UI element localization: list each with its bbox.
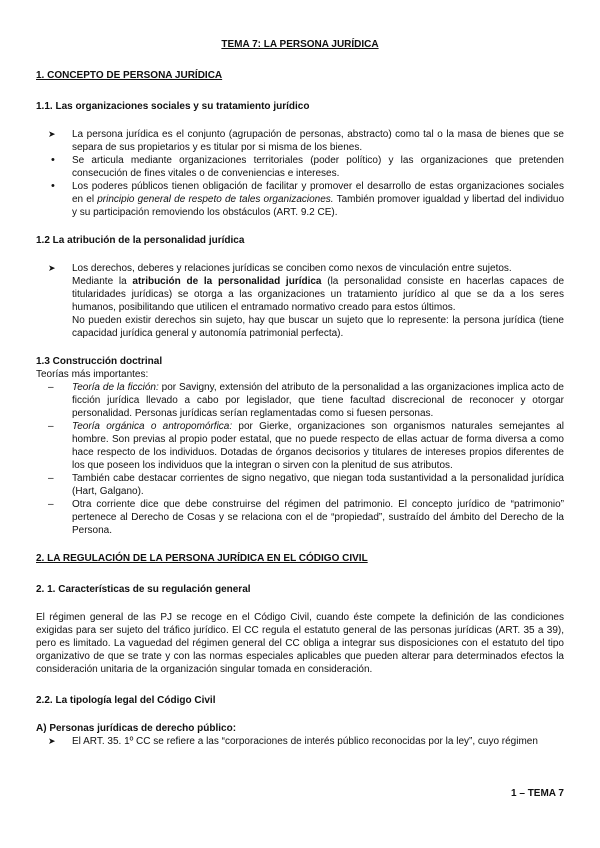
list-item: – También cabe destacar corrientes de signo negativo, que niegan toda sustantividad a la personalidad jurídica (Hart, Galgano). — [48, 473, 564, 497]
section-1-3-heading: 1.3 Construcción doctrinal — [36, 356, 163, 367]
dash-bullet-icon: – — [48, 473, 54, 484]
arrow-bullet-icon: ➤ — [48, 129, 56, 139]
list-item: ➤ La persona jurídica es el conjunto (agrupación de personas, abstracto) como tal o la masa de bienes que se separa de sus propietarios y es titular por si misma de los bienes. — [48, 129, 564, 153]
section-2-1-text: El régimen general de las PJ se recoge en el Código Civil, cuando éste compete la definición de las condiciones exigidas para ser sujeto del tráfico jurídico. El CC regula el estatuto general de las personas jurídicas (ART. 35 a 39), pero es limitado. La vaguedad del régimen general del CC obliga a integrar sus disposiciones con el estatuto del tipo organizativo de que se trate y con las normas especiales aplicables que pueden alterar para determinados efectos la consideración unitaria de la organización singular tomada en consideración. — [36, 612, 564, 675]
document-title: TEMA 7: LA PERSONA JURÍDICA — [221, 39, 379, 50]
section-2-2-heading: 2.2. La tipología legal del Código Civil — [36, 695, 216, 706]
section-1-2-heading: 1.2 La atribución de la personalidad jurídica — [36, 235, 245, 246]
section-1-2-list — [36, 262, 564, 340]
list-item: – Teoría de la ficción: por Savigny, extensión del atributo de la personalidad a las organizaciones implica acto de ficción jurídica llevado a cabo por legislador, que tiene facultad discrecional de reconocer y otorgar personalidad. Personas jurídicas serían reglamentadas como si fuesen personas. — [48, 382, 564, 419]
theories-intro: Teorías más importantes: — [36, 369, 149, 380]
dash-bullet-icon: – — [48, 382, 54, 393]
theories-list — [36, 381, 564, 537]
document-page — [36, 38, 564, 763]
dash-bullet-icon: – — [48, 499, 54, 510]
list-item: • Se articula mediante organizaciones territoriales (poder político) y las organizaciones que pretenden consecución de fines vitales o de conveniencias e intereses. — [51, 154, 564, 179]
list-item: ➤ Los derechos, deberes y relaciones jurídicas se conciben como nexos de vinculación entre sujetos. Mediante la atribución de la personalidad jurídica (la personalidad consiste en hacerlas capaces de titularidades jurídicas) se otorga a las organizaciones un tratamiento jurídico al que se da a los seres humanos, posibilitando que utilicen el entramado normativo creado para estos últimos. No pueden existir derechos sin sujeto, hay que buscar un sujeto que lo represente: la persona jurídica (tiene capacidad jurídica general y autonomía patrimonial perfecta). — [48, 263, 565, 339]
list-item: • Los poderes públicos tienen obligación de facilitar y promover el desarrollo de estas organizaciones sociales en el principio general de respeto de tales organizaciones. También promover igualdad y libertad del individuo y su participación removiendo los obstáculos (ART. 9.2 CE). — [51, 180, 565, 218]
dot-bullet-icon: • — [51, 154, 55, 166]
section-1-heading: 1. CONCEPTO DE PERSONA JURÍDICA — [36, 70, 223, 81]
arrow-bullet-icon: ➤ — [48, 263, 56, 273]
list-item: ➤ El ART. 35. 1º CC se refiere a las “corporaciones de interés público reconocidas por la ley”, cuyo régimen — [48, 736, 538, 747]
dash-bullet-icon: – — [48, 421, 54, 432]
dot-bullet-icon: • — [51, 180, 55, 192]
arrow-bullet-icon: ➤ — [48, 736, 56, 746]
section-1-1-heading: 1.1. Las organizaciones sociales y su tratamiento jurídico — [36, 101, 310, 112]
section-2-2-subheading: A) Personas jurídicas de derecho público: — [36, 723, 237, 734]
section-1-1-list — [36, 128, 564, 219]
section-2-1-heading: 2. 1. Características de su regulación general — [36, 584, 251, 595]
list-item: – Otra corriente dice que debe construirse del régimen del patrimonio. El concepto jurídico de “patrimonio” pertenece al Derecho de Cosas y se relaciona con el de “propiedad”, sustraído del ámbito del Derecho de la Persona. — [48, 499, 564, 536]
section-2-heading: 2. LA REGULACIÓN DE LA PERSONA JURÍDICA EN EL CÓDIGO CIVIL — [36, 553, 368, 564]
list-item: – Teoría orgánica o antropomórfica: por Gierke, organizaciones son organismos naturales semejantes al hombre. Son previas al propio poder estatal, que no puede respecto de ellas actuar de forma diversa a como hace respecto de los individuos. Dotadas de órganos decisorios y titulares de intereses propios diferentes de los que poseen los individuos que la integran o sirven con la plenitud de sus atributos. — [48, 421, 564, 471]
page-footer: 1 – TEMA 7 — [511, 788, 564, 799]
section-2-2-list — [36, 735, 564, 748]
